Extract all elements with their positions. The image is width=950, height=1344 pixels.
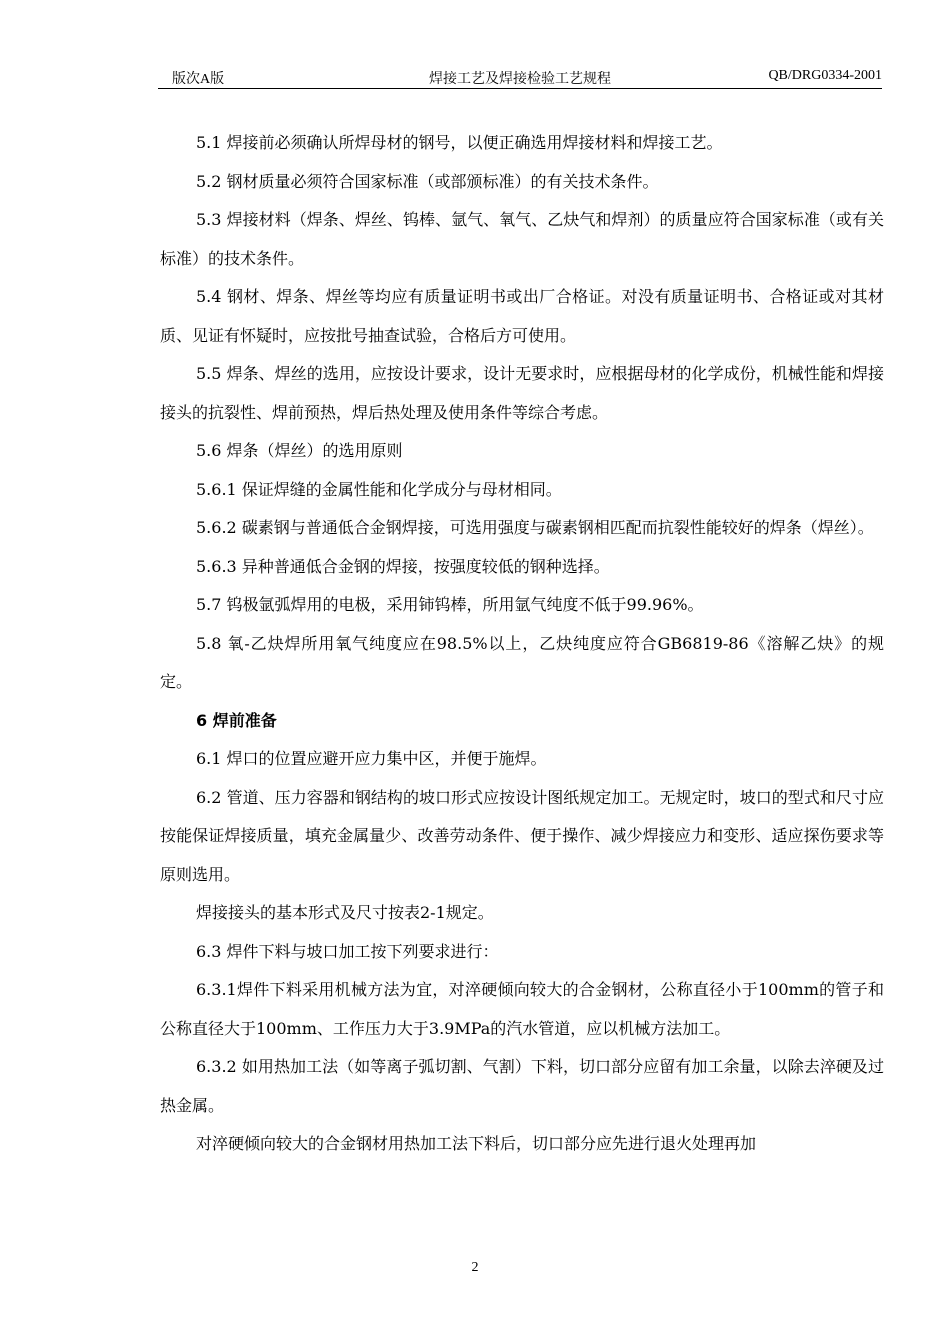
clause-5-4: 5.4 钢材、焊条、焊丝等均应有质量证明书或出厂合格证。对没有质量证明书、合格证或对其材质、见证有怀疑时，应按批号抽查试验，合格后方可使用。 <box>160 287 884 345</box>
clause-5-1: 5.1 焊接前必须确认所焊母材的钢号，以便正确选用焊接材料和焊接工艺。 <box>196 133 723 152</box>
document-body <box>160 124 884 1164</box>
clause-6-3-2: 6.3.2 如用热加工法（如等离子弧切割、气割）下料，切口部分应留有加工余量，以除去淬硬及过热金属。 <box>160 1057 884 1115</box>
header-title: 焊接工艺及焊接检验工艺规程 <box>429 72 611 87</box>
page-header <box>158 66 882 89</box>
clause-5-6: 5.6 焊条（焊丝）的选用原则 <box>196 441 403 460</box>
clause-6-1: 6.1 焊口的位置应避开应力集中区，并便于施焊。 <box>196 749 547 768</box>
clause-6-3-1: 6.3.1焊件下料采用机械方法为宜，对淬硬倾向较大的合金钢材，公称直径小于100mm的管子和公称直径大于100mm、工作压力大于3.9MPa的汽水管道，应以机械方法加工。 <box>160 980 884 1038</box>
clause-6-2: 6.2 管道、压力容器和钢结构的坡口形式应按设计图纸规定加工。无规定时，坡口的型式和尺寸应按能保证焊接质量，填充金属量少、改善劳动条件、便于操作、减少焊接应力和变形、适应探伤要求等原则选用。 <box>160 787 884 884</box>
header-edition: 版次A版 <box>172 72 225 87</box>
clause-5-2: 5.2 钢材质量必须符合国家标准（或部颁标准）的有关技术条件。 <box>196 171 659 191</box>
header-doc-code: QB/DRG0334-2001 <box>768 68 882 83</box>
page-number: 2 <box>471 1260 479 1275</box>
table-reference-note: 焊接接头的基本形式及尺寸按表2-1规定。 <box>196 903 494 922</box>
clause-5-6-3: 5.6.3 异种普通低合金钢的焊接，按强度较低的钢种选择。 <box>196 556 610 576</box>
clause-5-7: 5.7 钨极氩弧焊用的电极，采用铈钨棒，所用氩气纯度不低于99.96%。 <box>196 595 704 614</box>
continuation-paragraph: 对淬硬倾向较大的合金钢材用热加工法下料后，切口部分应先进行退火处理再加 <box>196 1134 757 1153</box>
clause-5-8: 5.8 氧-乙炔焊所用氧气纯度应在98.5%以上，乙炔纯度应符合GB6819-86《溶解乙炔》的规定。 <box>160 633 884 691</box>
clause-5-5: 5.5 焊条、焊丝的选用，应按设计要求，设计无要求时，应根据母材的化学成份，机械性能和焊接接头的抗裂性、焊前预热，焊后热处理及使用条件等综合考虑。 <box>160 364 884 422</box>
section-heading-6: 6 焊前准备 <box>196 710 277 730</box>
clause-5-3: 5.3 焊接材料（焊条、焊丝、钨棒、氩气、氧气、乙炔气和焊剂）的质量应符合国家标准（或有关标准）的技术条件。 <box>160 210 884 268</box>
clause-5-6-1: 5.6.1 保证焊缝的金属性能和化学成分与母材相同。 <box>196 479 562 499</box>
clause-6-3: 6.3 焊件下料与坡口加工按下列要求进行： <box>196 941 499 961</box>
clause-5-6-2: 5.6.2 碳素钢与普通低合金钢焊接，可选用强度与碳素钢相匹配而抗裂性能较好的焊条（焊丝）。 <box>196 518 874 537</box>
